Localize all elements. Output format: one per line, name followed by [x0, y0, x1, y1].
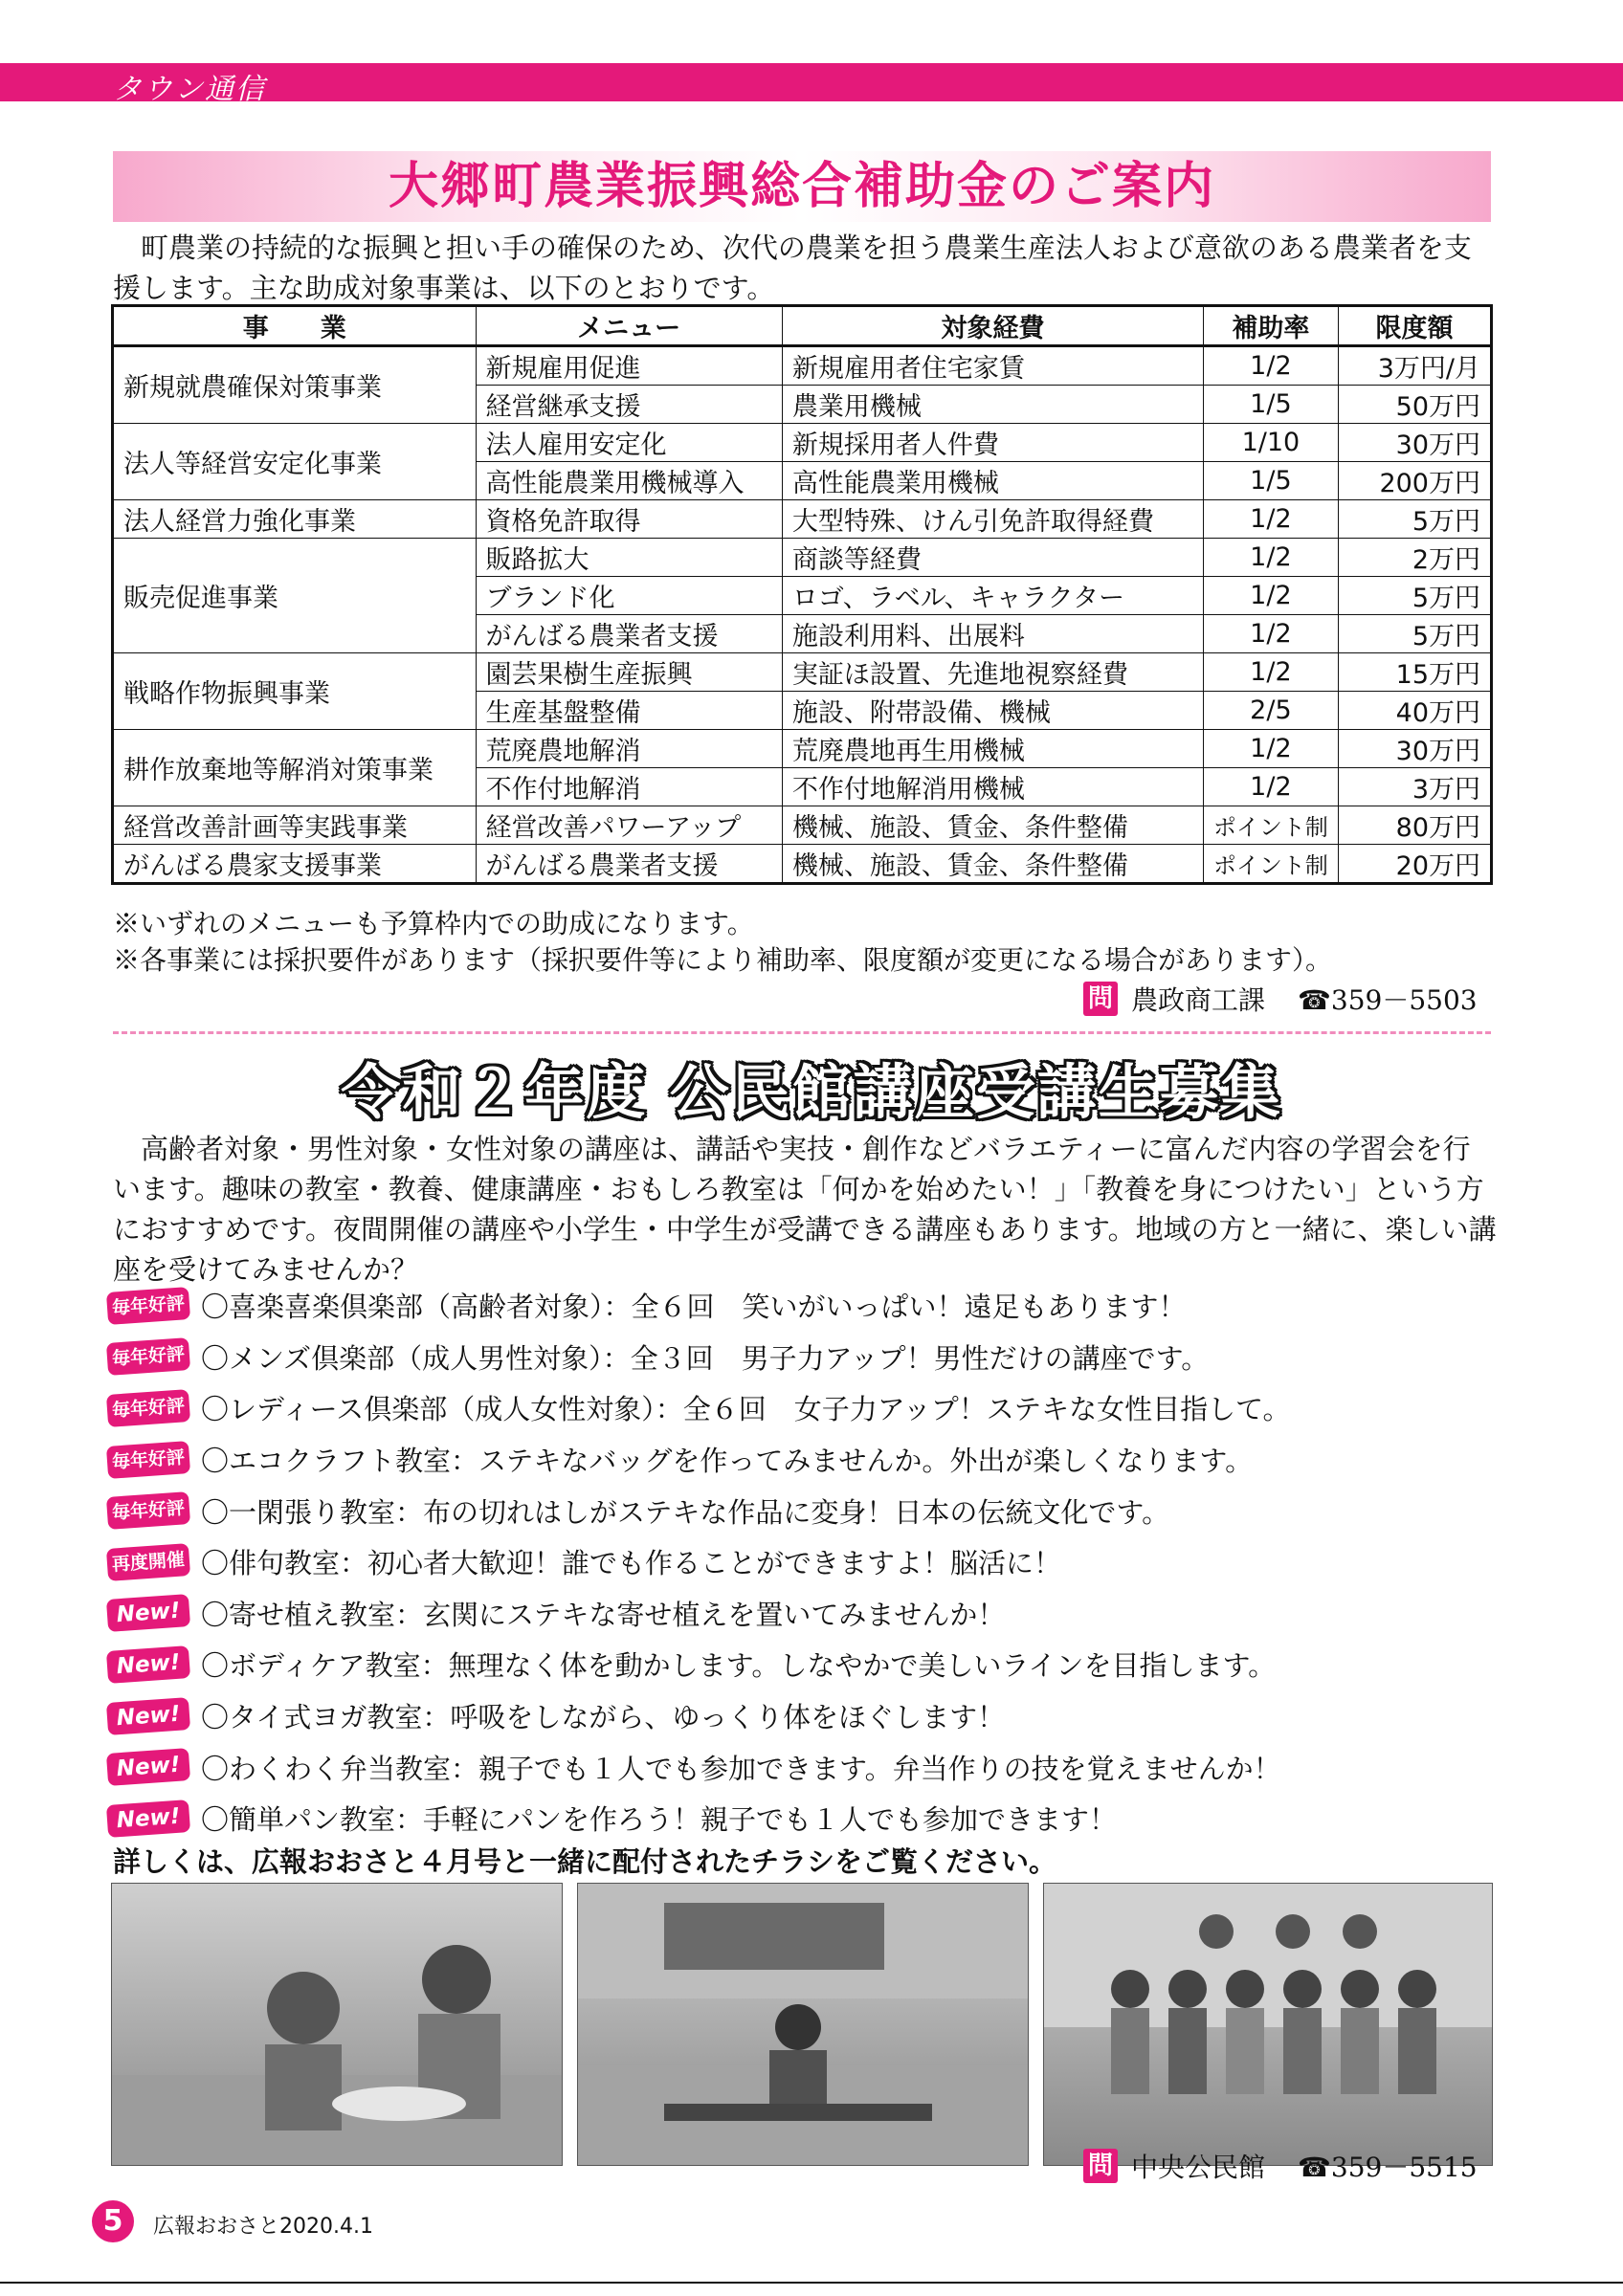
cost-cell: 不作付地解消用機械 [782, 768, 1203, 806]
menu-cell: 法人雇用安定化 [476, 424, 782, 462]
col-header-menu: メニュー [476, 306, 782, 346]
menu-cell: 高性能農業用機械導入 [476, 462, 782, 500]
popular-badge: 毎年好評 [106, 1287, 190, 1325]
project-cell: 経営改善計画等実践事業 [113, 806, 477, 845]
table-row [113, 500, 1492, 539]
project-cell: 法人経営力強化事業 [113, 500, 477, 539]
new-badge: New! [106, 1748, 190, 1786]
limit-cell: 3万円 [1338, 768, 1491, 806]
limit-cell: 15万円 [1338, 653, 1491, 692]
menu-cell: ブランド化 [476, 577, 782, 615]
rate-cell: 1/2 [1203, 539, 1338, 577]
rate-cell: ポイント制 [1203, 845, 1338, 884]
lecture-contact-tel: ☎359－5515 [1298, 2152, 1478, 2183]
col-header-rate: 補助率 [1203, 306, 1338, 346]
header-bar [0, 63, 1623, 106]
limit-cell: 30万円 [1338, 730, 1491, 768]
project-cell: 販売促進事業 [113, 539, 477, 653]
grant-note-2: ※各事業には採択要件があります（採択要件等により補助率、限度額が変更になる場合があります）。 [113, 944, 1333, 976]
cost-cell: 商談等経費 [782, 539, 1203, 577]
cost-cell: 実証ほ設置、先進地視察経費 [782, 653, 1203, 692]
photo-exercise-graphic [578, 1884, 1028, 2165]
issue-label: 広報おおさと2020.4.1 [153, 2215, 373, 2239]
course-text: 〇喜楽喜楽倶楽部（高齢者対象）：全６回 笑いがいっぱい！遠足もあります！ [201, 1291, 1187, 1324]
limit-cell: 200万円 [1338, 462, 1491, 500]
limit-cell: 5万円 [1338, 500, 1491, 539]
table-row [113, 346, 1492, 386]
lecture-title: 令和２年度 公民館講座受講生募集 [341, 1057, 1282, 1127]
list-item [107, 1690, 1504, 1742]
course-text: 〇エコクラフト教室：ステキなバッグを作ってみませんか。外出が楽しくなります。 [201, 1445, 1254, 1478]
course-text: 〇メンズ倶楽部（成人男性対象）：全３回 男子力アップ！男性だけの講座です。 [201, 1341, 1210, 1375]
cost-cell: ロゴ、ラベル、キャラクター [782, 577, 1203, 615]
grant-intro: 町農業の持続的な振興と担い手の確保のため、次代の農業を担う農業生産法人および意欲のある農業者を支援します。主な助成対象事業は、以下のとおりです。 [113, 232, 1472, 304]
col-header-limit: 限度額 [1338, 306, 1491, 346]
list-item [107, 1434, 1504, 1486]
grant-contact [1083, 980, 1478, 1018]
table-row [113, 539, 1492, 577]
project-cell: 戦略作物振興事業 [113, 653, 477, 730]
grant-note-1: ※いずれのメニューも予算枠内での助成になります。 [113, 908, 754, 939]
menu-cell: 不作付地解消 [476, 768, 782, 806]
menu-cell: 荒廃農地解消 [476, 730, 782, 768]
list-item [107, 1536, 1504, 1588]
table-row [113, 806, 1492, 845]
lecture-contact-dept: 中央公民館 [1131, 2152, 1266, 2183]
col-header-project: 事 業 [113, 306, 477, 346]
menu-cell: 経営改善パワーアップ [476, 806, 782, 845]
course-text: 〇ボディケア教室：無理なく体を動かします。しなやかで美しいラインを目指します。 [201, 1649, 1277, 1683]
menu-cell: 経営継承支援 [476, 386, 782, 424]
limit-cell: 30万円 [1338, 424, 1491, 462]
course-text: 〇簡単パン教室：手軽にパンを作ろう！親子でも１人でも参加できます！ [201, 1803, 1118, 1837]
grant-contact-dept: 農政商工課 [1131, 984, 1266, 1016]
limit-cell: 20万円 [1338, 845, 1491, 884]
course-text: 〇寄せ植え教室：玄関にステキな寄せ植えを置いてみませんか！ [201, 1598, 1006, 1631]
cost-cell: 施設利用料、出展料 [782, 615, 1203, 653]
cost-cell: 機械、施設、賃金、条件整備 [782, 845, 1203, 884]
rate-cell: 1/2 [1203, 346, 1338, 386]
menu-cell: 生産基盤整備 [476, 692, 782, 730]
grant-table [111, 304, 1493, 885]
rate-cell: 1/5 [1203, 462, 1338, 500]
new-badge: New! [106, 1645, 190, 1684]
table-row [113, 653, 1492, 692]
limit-cell: 3万円/月 [1338, 346, 1491, 386]
project-cell: 新規就農確保対策事業 [113, 346, 477, 424]
table-row [113, 845, 1492, 884]
photo-craft-graphic [1044, 1884, 1492, 2165]
limit-cell: 2万円 [1338, 539, 1491, 577]
popular-badge: 毎年好評 [106, 1389, 190, 1427]
table-row [113, 730, 1492, 768]
photo-cooking-graphic [112, 1884, 562, 2165]
rate-cell: 1/2 [1203, 730, 1338, 768]
page-number: 5 [92, 2200, 134, 2242]
menu-cell: 資格免許取得 [476, 500, 782, 539]
list-item [107, 1485, 1504, 1536]
cost-cell: 大型特殊、けん引免許取得経費 [782, 500, 1203, 539]
photo-cooking-class [111, 1883, 563, 2166]
grant-title-banner [113, 151, 1491, 222]
new-badge: New! [106, 1594, 190, 1632]
project-cell: がんばる農家支援事業 [113, 845, 477, 884]
menu-cell: 新規雇用促進 [476, 346, 782, 386]
course-text: 〇タイ式ヨガ教室：呼吸をしながら、ゆっくり体をほぐします！ [201, 1701, 1006, 1734]
grant-title: 大郷町農業振興総合補助金のご案内 [388, 158, 1215, 215]
list-item [107, 1741, 1504, 1793]
bottom-rule [0, 2282, 1623, 2284]
course-text: 〇わくわく弁当教室：親子でも１人でも参加できます。弁当作りの技を覚えませんか！ [201, 1752, 1281, 1785]
new-badge: New! [106, 1697, 190, 1735]
list-item [107, 1382, 1504, 1434]
project-cell: 法人等経営安定化事業 [113, 424, 477, 500]
table-row [113, 424, 1492, 462]
brand-title: タウン通信 [113, 73, 266, 106]
limit-cell: 5万円 [1338, 577, 1491, 615]
cost-cell: 機械、施設、賃金、条件整備 [782, 806, 1203, 845]
cost-cell: 高性能農業用機械 [782, 462, 1203, 500]
rate-cell: 1/2 [1203, 500, 1338, 539]
cost-cell: 新規雇用者住宅家賃 [782, 346, 1203, 386]
cost-cell: 施設、附帯設備、機械 [782, 692, 1203, 730]
rate-cell: 1/2 [1203, 653, 1338, 692]
new-badge: New! [106, 1799, 190, 1838]
limit-cell: 5万円 [1338, 615, 1491, 653]
inquiry-icon: 問 [1083, 2149, 1118, 2183]
limit-cell: 50万円 [1338, 386, 1491, 424]
cost-cell: 農業用機械 [782, 386, 1203, 424]
menu-cell: 販路拡大 [476, 539, 782, 577]
col-header-cost: 対象経費 [782, 306, 1203, 346]
popular-badge: 毎年好評 [106, 1441, 190, 1479]
photo-exercise-class [577, 1883, 1029, 2166]
inquiry-icon: 問 [1083, 982, 1118, 1016]
project-cell: 耕作放棄地等解消対策事業 [113, 730, 477, 806]
limit-cell: 80万円 [1338, 806, 1491, 845]
section-divider [113, 1031, 1491, 1034]
popular-badge: 毎年好評 [106, 1337, 190, 1376]
rate-cell: 1/5 [1203, 386, 1338, 424]
rate-cell: 2/5 [1203, 692, 1338, 730]
lecture-intro: 高齢者対象・男性対象・女性対象の講座は、講話や実技・創作などバラエティーに富んだ内容の学習会を行います。趣味の教室・教養、健康講座・おもしろ教室は「何かを始めたい！」「教養を身につけたい」という方におすすめです。夜間開催の講座や小学生・中学生が受講できる講座もあります。地域の方と一緒に、楽しい講座を受けてみませんか？ [113, 1133, 1497, 1286]
menu-cell: がんばる農業者支援 [476, 615, 782, 653]
grant-contact-tel: ☎359－5503 [1298, 984, 1478, 1016]
popular-badge: 毎年好評 [106, 1491, 190, 1530]
list-item [107, 1588, 1504, 1640]
photo-craft-class [1043, 1883, 1493, 2166]
course-text: 〇一閑張り教室：布の切れはしがステキな作品に変身！日本の伝統文化です。 [201, 1495, 1170, 1529]
list-item [107, 1639, 1504, 1690]
rerun-badge: 再度開催 [106, 1543, 190, 1581]
limit-cell: 40万円 [1338, 692, 1491, 730]
list-item [107, 1793, 1504, 1844]
cost-cell: 新規採用者人件費 [782, 424, 1203, 462]
course-text: 〇レディース倶楽部（成人女性対象）：全６回 女子力アップ！ステキな女性目指して。 [201, 1393, 1291, 1426]
menu-cell: 園芸果樹生産振興 [476, 653, 782, 692]
course-list [107, 1280, 1504, 1844]
cost-cell: 荒廃農地再生用機械 [782, 730, 1203, 768]
rate-cell: 1/2 [1203, 615, 1338, 653]
rate-cell: 1/2 [1203, 768, 1338, 806]
rate-cell: 1/10 [1203, 424, 1338, 462]
rate-cell: ポイント制 [1203, 806, 1338, 845]
table-header-row [113, 306, 1492, 346]
rate-cell: 1/2 [1203, 577, 1338, 615]
lecture-detail: 詳しくは、広報おおさと４月号と一緒に配付されたチラシをご覧ください。 [113, 1845, 1057, 1878]
list-item [107, 1280, 1504, 1332]
menu-cell: がんばる農業者支援 [476, 845, 782, 884]
lecture-contact [1083, 2147, 1478, 2185]
course-text: 〇俳句教室：初心者大歓迎！誰でも作ることができますよ！脳活に！ [201, 1547, 1062, 1580]
list-item [107, 1332, 1504, 1383]
